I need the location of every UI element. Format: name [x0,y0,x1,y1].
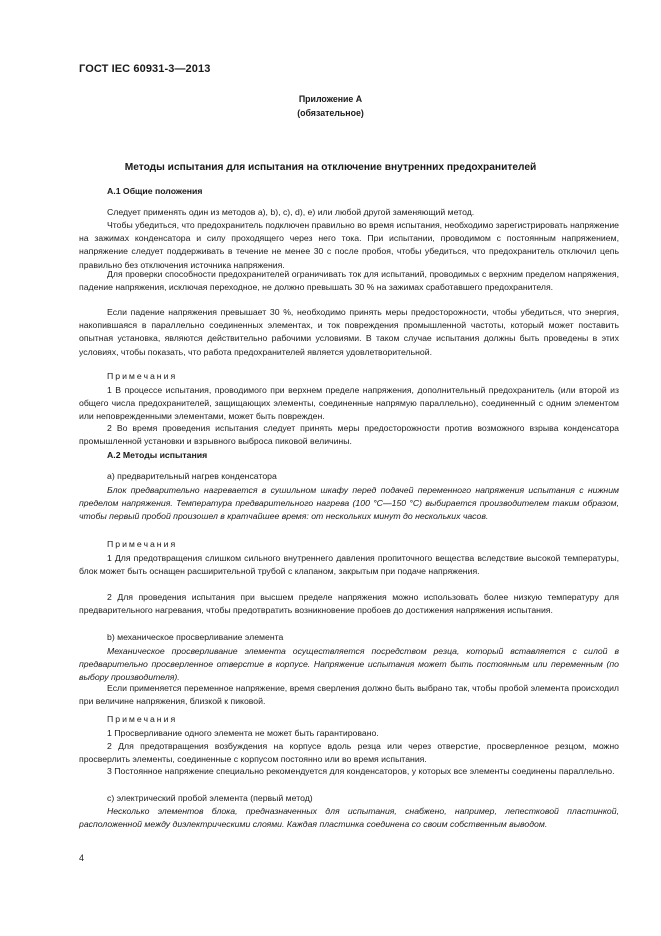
note: 2 Для проведения испытания при высшем пределе напряжения можно использовать более низкую температуру для предварительного нагревания, чтобы предотвратить возникновение пробоев до достижения напряжения испытания. [79,592,619,616]
page-number: 4 [79,853,85,863]
paragraph: Механическое просверливание элемента осуществляется посредством резца, который вставляется с силой в предварительно просверленное отверстие в корпусе. Напряжение испытания может быть постоянным или переменным (по выбору производителя). [79,646,619,683]
note: 1 Для предотвращения слишком сильного внутреннего давления пропиточного вещества вследствие высокой температуры, блок может быть оснащен расширительной трубой с клапаном, закрытым при подаче напряжения. [79,553,619,577]
notes-label: Примечания [107,539,178,549]
main-title: Методы испытания для испытания на отключение внутренних предохранителей [124,162,537,173]
paragraph: Блок предварительно нагревается в сушильном шкафу перед подачей переменного напряжения испытания с нижним пределом напряжения. Температура предварительного нагрева (100 °С—150 °С) выбирается производителем таким образом, чтобы первый пробой произошел в кратчайшее время: от нескольких минут до нескольких часов. [79,485,619,522]
paragraph: Несколько элементов блока, предназначенных для испытания, снабжено, например, лепестковой пластинкой, расположенной между диэлектрическими слоями. Каждая пластинка соединена со своим собственным выводом. [79,806,619,830]
annex-title: Приложение А [298,94,363,104]
method-title-a: а) предварительный нагрев конденсатора [107,471,277,481]
paragraph: Следует применять один из методов а), b), с), d), е) или любой другой заменяющий метод. [107,207,475,217]
note: 2 Для предотвращения возбуждения на корпусе вдоль резца или через отверстие, просверленное резцом, можно просверлить элементы, соединенные с корпусом постоянно или во время испытания. [79,741,619,765]
method-title-c: с) электрический пробой элемента (первый метод) [107,793,313,803]
notes-label: Примечания [107,371,178,381]
document-header: ГОСТ IEC 60931-3—2013 [79,63,211,75]
annex-status: (обязательное) [297,108,364,118]
section-heading-a2: А.2 Методы испытания [107,450,208,460]
paragraph: Для проверки способности предохранителей ограничивать ток для испытаний, проводимых с верхним пределом напряжения, падение напряжения, исключая переходное, не должно превышать 30 % на зажимах сработавшего предохранителя. [79,269,619,293]
paragraph: Чтобы убедиться, что предохранитель подключен правильно во время испытания, необходимо зарегистрировать напряжение на зажимах конденсатора и силу проходящего через него тока. При испытании, проводимом с постоянным напряжением, напряжение следует поддерживать в течение не менее 30 с после пробоя, чтобы убедиться, что предохранитель отключил цепь правильно без отключения источника напряжения. [79,220,619,270]
paragraph: Если применяется переменное напряжение, время сверления должно быть выбрано так, чтобы пробой элемента происходил при величине напряжения, близкой к пиковой. [79,683,619,707]
method-title-b: b) механическое просверливание элемента [107,632,284,642]
note: 2 Во время проведения испытания следует принять меры предосторожности против возможного взрыва конденсатора промышленной установки и взрывного выброса пиковой величины. [79,423,619,447]
note: 1 Просверливание одного элемента не может быть гарантировано. [107,728,379,738]
note: 1 В процессе испытания, проводимого при верхнем пределе напряжения, дополнительный предохранитель (или второй из общего числа предохранителей, защищающих элементы, соединенные напрямую параллельно), соединенный с одним элементом или неповрежденными элементами, может быть поврежден. [79,385,619,422]
paragraph: Если падение напряжения превышает 30 %, необходимо принять меры предосторожности, чтобы убедиться, что энергия, накопившаяся в параллельно соединенных элементах, и ток повреждения промышленной частоты, который может поставить опытная установка, являются действительно рабочими условиями. В таком случае испытания должны быть проведены в этих условиях, чтобы показать, что работа предохранителей является удовлетворительной. [79,307,619,357]
note: 3 Постоянное напряжение специально рекомендуется для конденсаторов, у которых все элементы соединены параллельно. [107,766,615,776]
section-heading-a1: А.1 Общие положения [107,186,203,196]
notes-label: Примечания [107,714,178,724]
